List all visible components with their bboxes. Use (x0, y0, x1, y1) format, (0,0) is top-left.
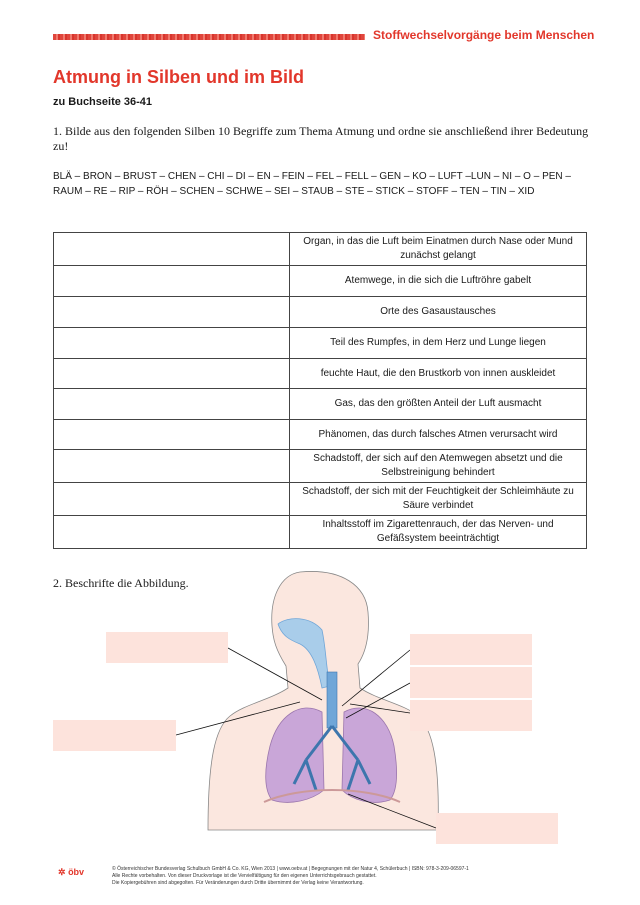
definition-cell: Teil des Rumpfes, in dem Herz und Lunge liegen (290, 328, 587, 359)
syllable-list: BLÄ – BRON – BRUST – CHEN – CHI – DI – EN – FEIN – FEL – FELL – GEN – KO – LUFT –LUN – NI – O – PEN – RAUM – RE – RIP – RÖH – SCHEN – SCHWE – SEI – STAUB – STE – STICK – STOFF – TEN – TIN – XID (53, 171, 571, 197)
page-title: Atmung in Silben und im Bild (53, 67, 304, 87)
task2-instruction: 2. Beschrifte die Abbildung. (53, 576, 189, 590)
page-reference: zu Buchseite 36-41 (53, 96, 153, 108)
section-title: Stoffwechselvorgänge beim Menschen (373, 28, 595, 42)
definition-cell: Gas, das den größten Anteil der Luft ausmacht (290, 389, 587, 420)
definition-cell: Orte des Gasaustausches (290, 297, 587, 328)
task1-instruction: 1. Bilde aus den folgenden Silben 10 Begriffe zum Thema Atmung und ordne sie anschließend ihrer Bedeutung zu! (53, 124, 589, 153)
publisher-logo-text: öbv (68, 867, 85, 877)
label-box-right-1[interactable] (410, 634, 532, 665)
definition-cell: Atemwege, in die sich die Luftröhre gabelt (290, 266, 587, 297)
label-box-upper-left[interactable] (106, 632, 228, 663)
body-outline (208, 571, 438, 830)
definition-cell: Inhaltsstoff im Zigarettenrauch, der das Nerven- und Gefäßsystem beeinträchtigt (290, 516, 587, 549)
definition-cell: Phänomen, das durch falsches Atmen verursacht wird (290, 420, 587, 450)
definition-cell: Schadstoff, der sich auf den Atemwegen absetzt und die Selbstreinigung behindert (290, 450, 587, 483)
footer-copyright: © Österreichischer Bundesverlag Schulbuch GmbH & Co. KG, Wien 2013 | www.oebv.at | Begegnungen mit der Natur 4, Schülerbuch | ISBN: 978-3-209-06597-1 (112, 866, 469, 872)
publisher-logo (58, 867, 84, 878)
footer-fees: Die Kopiergebühren sind abgegolten. Für Veränderungen durch Dritte übernimmt der Verlag keine Verantwortung. (112, 880, 364, 886)
definition-cell: Schadstoff, der sich mit der Feuchtigkeit der Schleimhäute zu Säure verbindet (290, 483, 587, 516)
publisher-logo-mark-icon: ✲ (58, 867, 66, 877)
definition-cell: Organ, in das die Luft beim Einatmen durch Nase oder Mund zunächst gelangt (290, 233, 587, 266)
label-box-bottom-right[interactable] (436, 813, 558, 844)
footer-legal (112, 866, 602, 887)
label-box-lower-left[interactable] (53, 720, 176, 751)
label-box-right-3[interactable] (410, 700, 532, 731)
trachea (327, 672, 337, 728)
definition-cell: feuchte Haut, die den Brustkorb von innen auskleidet (290, 359, 587, 389)
label-box-right-2[interactable] (410, 667, 532, 698)
footer-rights: Alle Rechte vorbehalten. Von dieser Druckvorlage ist die Vervielfältigung für den eigenen Unterrichtsgebrauch gestattet. (112, 873, 377, 879)
